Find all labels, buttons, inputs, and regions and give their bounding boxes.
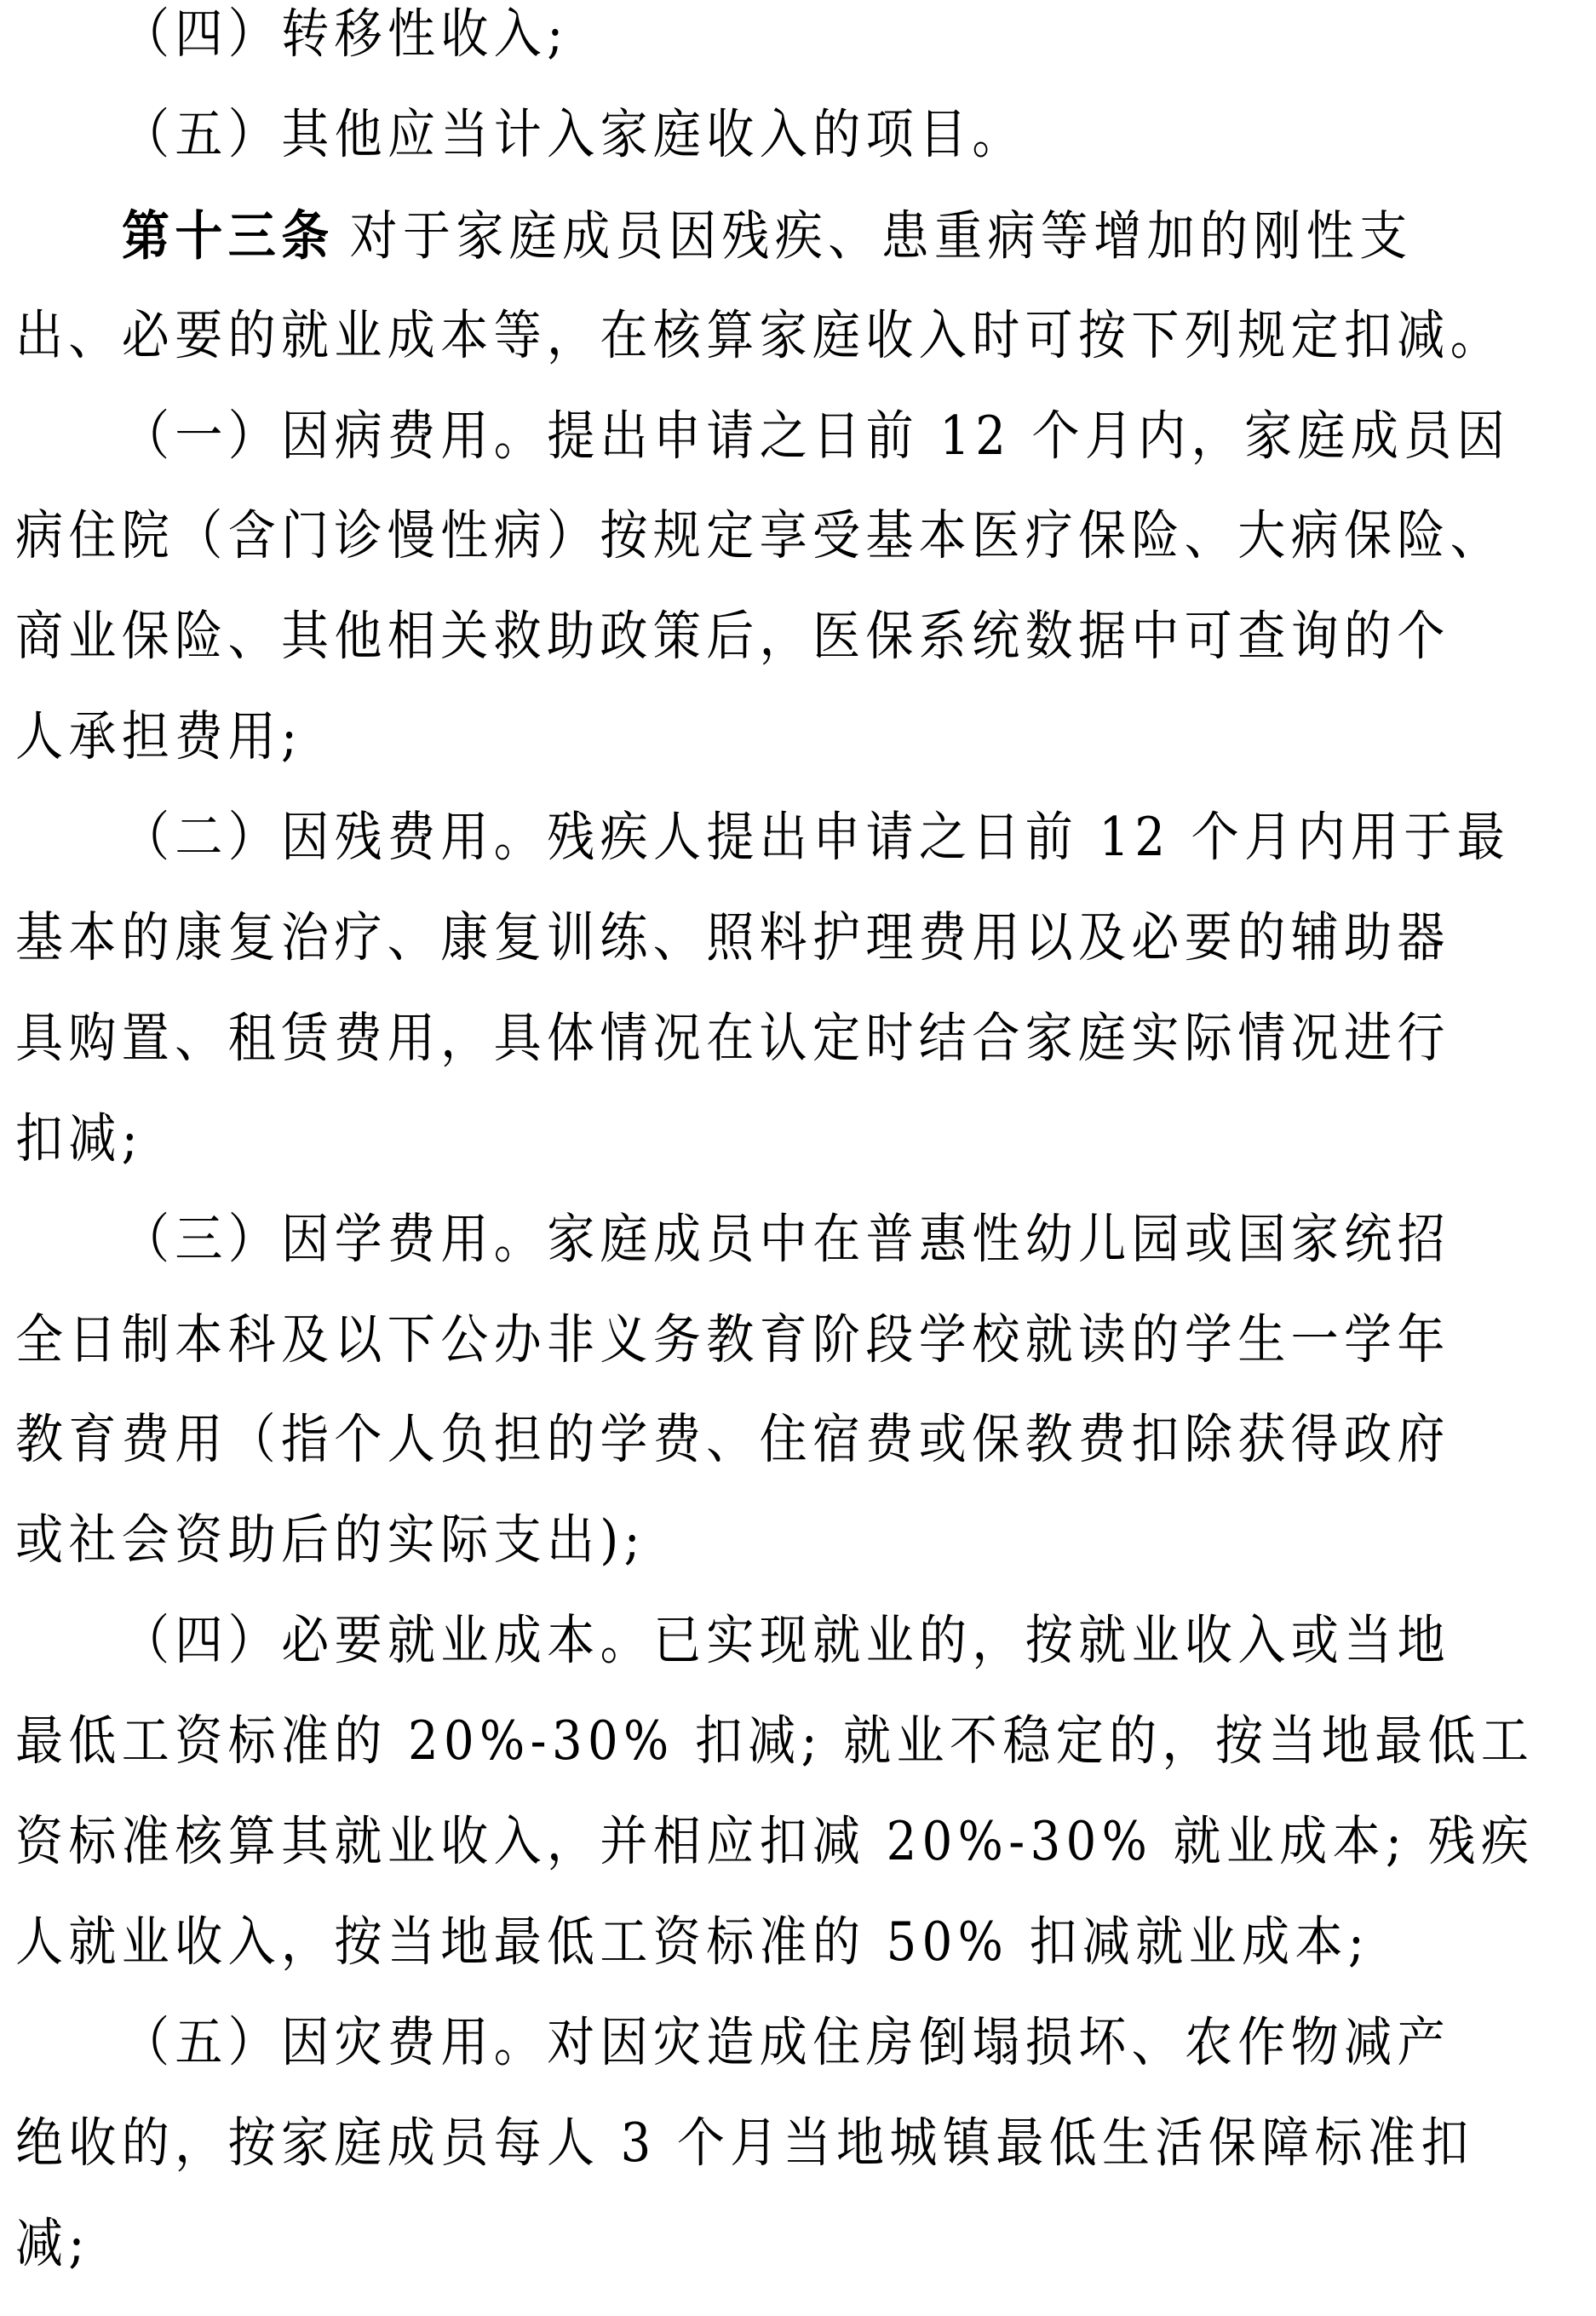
line-text: 商业保险、其他相关救助政策后，医保系统数据中可查询的个	[15, 606, 1450, 669]
line-text: 或社会资助后的实际支出);	[15, 1509, 646, 1572]
line-text: 资标准核算其就业收入，并相应扣减 20%-30% 就业成本; 残疾	[15, 1811, 1535, 1873]
paragraph-line	[15, 496, 1559, 608]
paragraph-line	[15, 1500, 1559, 1612]
article-number: 第十三条	[122, 204, 335, 267]
line-text: 扣减;	[15, 1107, 144, 1170]
line-text: 最低工资标准的 20%-30% 扣减; 就业不稳定的，按当地最低工	[15, 1710, 1535, 1773]
paragraph-line	[15, 1902, 1559, 2014]
paragraph-line	[15, 697, 1559, 809]
line-text: 减;	[15, 2212, 90, 2275]
line-text: 教育费用（指个人负担的学费、住宿费或保教费扣除获得政府	[15, 1409, 1450, 1472]
list-item-employment-costs	[15, 1601, 1559, 1713]
paragraph-line	[15, 596, 1559, 709]
paragraph-line	[15, 1099, 1559, 1211]
paragraph-line	[15, 1399, 1559, 1512]
paragraph-line	[15, 2204, 1559, 2316]
list-item-transfer-income	[15, 0, 1559, 106]
article-13-heading-line	[15, 195, 1559, 307]
paragraph-line	[15, 1300, 1559, 1412]
paragraph-line	[15, 2103, 1559, 2215]
line-text: 基本的康复治疗、康复训练、照料护理费用以及必要的辅助器	[15, 907, 1450, 969]
list-item-disability-costs	[15, 797, 1559, 910]
list-item-medical-costs	[15, 395, 1559, 508]
list-item-other-income	[15, 95, 1559, 207]
line-text: 人就业收入，按当地最低工资标准的 50% 扣减就业成本;	[15, 1911, 1370, 1974]
paragraph-line	[15, 998, 1559, 1111]
line-text: （四）必要就业成本。已实现就业的，按就业收入或当地	[122, 1610, 1450, 1673]
line-text: 病住院（含门诊慢性病）按规定享受基本医疗保险、大病保险、	[15, 505, 1504, 568]
list-item-education-costs	[15, 1199, 1559, 1312]
paragraph-line	[15, 1701, 1559, 1813]
line-text: 人承担费用;	[15, 706, 303, 769]
line-text: 具购置、租赁费用，具体情况在认定时结合家庭实际情况进行	[15, 1008, 1450, 1070]
document-page	[15, 0, 1559, 2309]
paragraph-line	[15, 1802, 1559, 1914]
line-text: 对于家庭成员因残疾、患重病等增加的刚性支	[349, 205, 1413, 267]
line-text: （四）转移性收入;	[122, 3, 569, 66]
paragraph-line	[15, 898, 1559, 1010]
line-text: （五）其他应当计入家庭收入的项目。	[122, 104, 1025, 166]
line-text: （五）因灾费用。对因灾造成住房倒塌损坏、农作物减产	[122, 2011, 1450, 2074]
line-text: 出、必要的就业成本等，在核算家庭收入时可按下列规定扣减。	[15, 304, 1504, 367]
paragraph-line	[15, 296, 1559, 408]
line-text: （三）因学费用。家庭成员中在普惠性幼儿园或国家统招	[122, 1208, 1450, 1271]
line-text: 全日制本科及以下公办非义务教育阶段学校就读的学生一学年	[15, 1308, 1450, 1371]
line-text: （一）因病费用。提出申请之日前 12 个月内，家庭成员因	[122, 405, 1511, 468]
list-item-disaster-costs	[15, 2003, 1559, 2115]
line-text: （二）因残费用。残疾人提出申请之日前 12 个月内用于最	[122, 807, 1511, 870]
line-text: 绝收的，按家庭成员每人 3 个月当地城镇最低生活保障标准扣	[15, 2112, 1474, 2175]
